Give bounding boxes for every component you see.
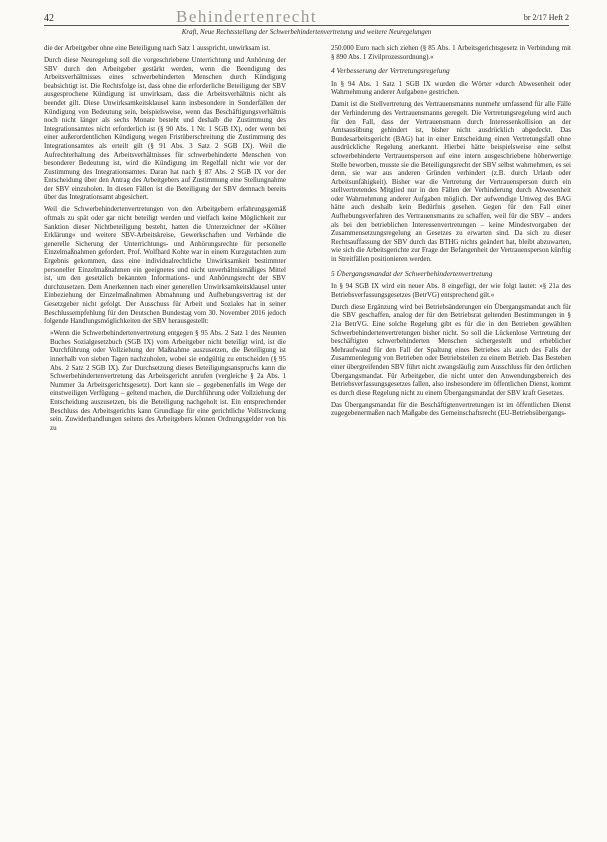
- paragraph: In § 94 SGB IX wird ein neuer Abs. 8 eingefügt, der wie folgt lautet: »§ 21a des Betriebsverfassungsgesetzes (BetrVG) entsprechend gilt.«: [331, 282, 571, 299]
- paragraph: die der Arbeitgeber ohne eine Beteiligung nach Satz 1 ausspricht, unwirksam ist.: [44, 44, 271, 52]
- journal-title: Behindertenrecht: [176, 7, 318, 26]
- section-heading: 5 Übergangsmandat der Schwerbehindertenvertretung: [331, 268, 493, 278]
- issue-label: br 2/17 Heft 2: [523, 13, 569, 22]
- quoted-paragraph: »Wenn die Schwerbehindertenvertretung entgegen § 95 Abs. 2 Satz 1 des Neunten Buches Sozialgesetzbuch (SGB IX) vom Arbeitgeber nicht beteiligt wird, ist die Durchführung oder Vollziehung der Maßnahme auszusetzen, die Beteiligung ist innerhalb von sieben Tagen nachzuholen, wobei sie endgültig zu entscheiden (§ 95 Abs. 2 Satz 2 SGB IX). Zur Durchsetzung dieses Beteiligungsanspruchs kann die Schwerbehindertenvertretung das Arbeitsgericht anrufen (vergleiche § 2a Abs. 1 Nummer 3a Arbeitsgerichtsgesetz). Dort kann sie – gegebenenfalls im Wege der einstweiligen Verfügung – geltend machen, die Durchführung oder Vollziehung der Entscheidung auszusetzen, bis die Beteiligung nachgeholt ist. Ein entsprechender Beschluss des Arbeitsgerichts kann Grundlage für eine gerichtliche Vollstreckung sein. Zuwiderhandlungen seitens des Arbeitgebers können Ordnungsgelder von bis zu: [50, 329, 286, 432]
- right-column: [331, 44, 571, 834]
- section-heading: 4 Verbesserung der Vertretungsregelung: [331, 66, 450, 76]
- paragraph: Durch diese Ergänzung wird bei Betriebsänderungen ein Übergangsmandat auch für die SBV geschaffen, analog der für den Betriebsrat geltenden Bestimmungen in § 21a BetrVG. Eine solche Regelung gibt es für die in den Betrieben gewählten Schwerbehindertenvertretungen bisher nicht. So soll die Lückenlose Vertretung der beschäftigten schwerbehinderten Menschen sichergestellt und erheblicher Mehraufwand für den Fall der Spaltung eines Betriebes als auch des Falls der Zusammenlegung von Betrieben oder Betriebsteilen zu einem Betrieb. Das Bestehen einer übergreifenden SBV führt nicht zwangsläufig zum Ausschluss für den örtlichen Übergangsmandat. Für Arbeitgeber, die nicht unter den Anwendungsbereich des Betriebsverfassungsgesetzes fallen, also insbesondere im öffentlichen Dienst, kommt es durch diese Regelung nicht zu einem Übergangsmandat der SBV kraft Gesetzes.: [331, 302, 571, 397]
- paragraph: 250.000 Euro nach sich ziehen (§ 85 Abs. 1 Arbeitsgerichtsgesetz in Verbindung mit § 890 Abs. 1 Zivilprozessordnung).«: [331, 44, 571, 61]
- article-subtitle: Kraft, Neue Rechtsstellung der Schwerbehindertenvertretung und weitere Neuregelungen: [181, 28, 432, 36]
- header-rule: [44, 25, 569, 26]
- page-number: 42: [44, 13, 54, 24]
- paragraph: Weil die Schwerbehindertenvertretungen von den Arbeitgebern erfahrungsgemäß oftmals zu spät oder gar nicht beteiligt werden und vielfach keine Möglichkeit zur Sanktion dieser Nichtbeteiligung besteht, hatten die Unterzeichner der »Kölner Erklärung« und weitere SBV-Arbeitskreise, Gewerkschaften und Verbände die generelle Sicherung der Unterrichtungs- und Anhörungsrechte für personelle Einzelmaßnahmen gefordert. Prof. Wolfhard Kohte war in einem Kurzgutachten zum Ergebnis gekommen, dass eine individualrechtliche Unwirksamkeit bestimmter personeller Einzelmaßnahmen ein geeignetes und nicht unverhältnismäßiges Mittel ist, um den gesetzlich bekannten Informations- und Anhörungsrecht der SBV durchzusetzen. Dem Anerkennen nach einer generellen Unwirksamkeitsklausel unter Einbeziehung der Einzelmaßnahmen Abmahnung und Aufhebungsvertrag ist der Gesetzgeber nicht gefolgt. Der Ausschuss für Arbeit und Soziales hat in seiner Beschlussempfehlung für den Deutschen Bundestag vom 30. November 2016 jedoch folgende Handlungsmöglichkeiten der SBV herausgestellt:: [44, 205, 286, 326]
- paragraph: Damit ist die Stellvertretung des Vertrauensmanns nunmehr umfassend für alle Fälle der Verhinderung des Vertrauensmanns geregelt. Die Vertretungsregelung wird auch für den Fall, dass der Vertrauensmann durch Interessenkollision an der Amtsausübung gehindert ist, bisher nicht ausdrücklich abgedeckt. Das Bundesarbeitsgericht (BAG) hat in einer Entscheidung einen Vertretungsfall ohne ausdrückliche Regelung anerkannt. Hierbei hätte beispielsweise eine selbst schwerbehinderte Vertrauensperson auf eine intern ausgeschriebene höherwertige Stelle beworben, musste sie die Beteiligungsrecht der SBV selbst wahrnehmen, es sei denn, sie war aus anderen Gründen verhindert (z.B. durch Urlaub oder Arbeitsunfähigkeit). Bisher war die Vertretung der Vertrauensperson durch ein stellvertretendes Mitglied nur in den Fällen der Verhinderung durch Abwesenheit oder Wahrnehmung anderer Aufgaben möglich. Der aufwendige Umweg des BAG hätte auch deshalb kein Bedürfnis gesehen. Gegen für den Fall einer Aufhebungsverfahren des Vertrauensmanns zu schaffen, weil für die SBV – anders als bei den betrieblichen Interessenvertretungen – keine Mindestvorgaben der Zusammensetzungsregelung an Gesetzes zu erwarten sind. Da sich zu dieser Rechtsauffassung der SBV durch das BTHG nichts geändert hat, bleibt abzuwarten, wie sich die Arbeitsgerichte zur Frage der Befangenheit der Vertrauensperson künftig in Streitfällen positionieren werden.: [331, 100, 571, 264]
- page-header: [44, 5, 569, 39]
- paragraph: In § 94 Abs. 1 Satz 1 SGB IX wurden die Wörter »durch Abwesenheit oder Wahrnehmung anderer Aufgaben« gestrichen.: [331, 79, 571, 97]
- paragraph: Das Übergangsmandat für die Beschäftigtenvertretungen ist im öffentlichen Dienst zugegebenermaßen nach Maßgabe des Gemeinschaftsrecht (EU-Betriebsübergangs-: [331, 400, 571, 418]
- paragraph: Durch diese Neuregelung soll die vorgeschriebene Unterrichtung und Anhörung der SBV durch den Arbeitgeber gestärkt werden, wenn die Beendigung des Arbeitsverhältnisses eines schwerbehinderten Menschen durch Kündigung beabsichtigt ist. Die Rechtsfolge ist, dass ohne die erforderliche Beteiligung der SBV ausgesprochene Kündigung ist unwirksam, dass die Arbeitsverhältnis nicht als beendet gilt. Diese Unwirksamkeitsklausel kann insbesondere in Sonderfällen der Kündigung von Bedeutung sein, beispielsweise, wenn das Beschäftigungsverhältnis noch nicht länger als sechs Monate besteht und deshalb die Zustimmung des Integrationsamtes nicht erforderlich ist (§ 90 Abs. 1 Nr. 1 SGB IX), oder wenn bei einer außerordentlichen Kündigung wegen Fristüberschreitung die Zustimmung des Integrationsamtes als erteilt gilt (§ 91 Abs. 3 Satz 2 SGB IX). Weil die Aufrechterhaltung des Arbeitsverhältnisses für schwerbehinderte Menschen von besonderer Bedeutung ist, wird die Kündigung im Regelfall nicht wie vor der Zustimmung des Integrationsamtes. Daran hat nach § 87 Abs. 2 SGB IX vor der Entscheidung über den Antrag des Arbeitgebers auf Zustimmung eine Stellungnahme der SBV einzuholen. In diesen Fällen ist die Beteiligung der SBV demnach bereits über das Integrationsamt abgesichert.: [44, 55, 286, 202]
- left-column: [44, 44, 286, 834]
